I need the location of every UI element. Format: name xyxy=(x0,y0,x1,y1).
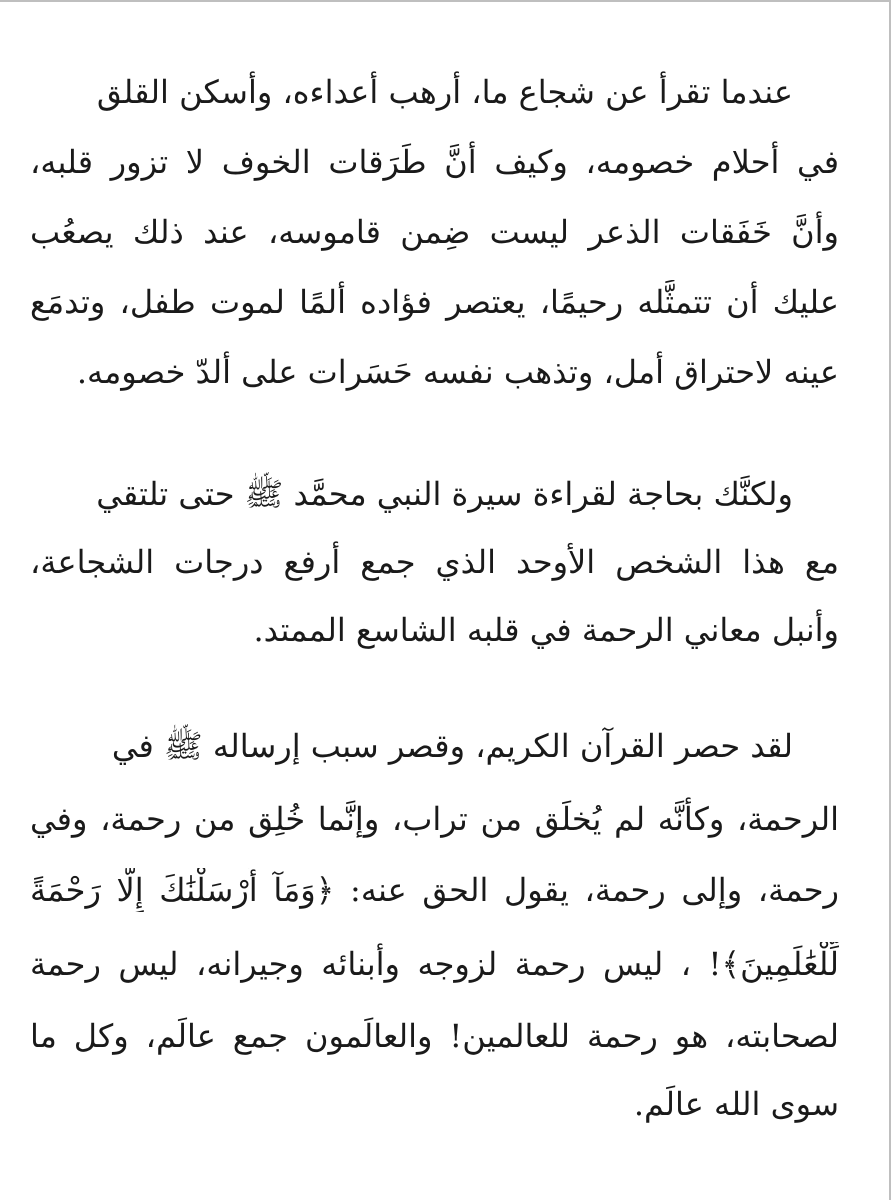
paragraph-3-line-2: الرحمة، وكأنَّه لم يُخلَق من تراب، وإنَّما خُلِق من رحمة، وفي xyxy=(30,800,839,838)
paragraph-2-line-1: ولكنَّك بحاجة لقراءة سيرة النبي محمَّد ﷺ حتى تلتقي xyxy=(96,475,793,513)
paragraph-3-line-5: لصحابته، هو رحمة للعالمين! والعالَمون جمع عالَم، وكل ما xyxy=(30,1017,839,1055)
paragraph-1-line-2: في أحلام خصومه، وكيف أنَّ طَرَقات الخوف لا تزور قلبه، xyxy=(30,143,839,181)
paragraph-3-line-3: رحمة، وإلى رحمة، يقول الحق عنه: ﴿وَمَآ أَرْسَلْنَٰكَ إِلَّا رَحْمَةً xyxy=(30,871,839,909)
page-text xyxy=(0,2,891,1202)
paragraph-2-line-3: وأنبل معاني الرحمة في قلبه الشاسع الممتد. xyxy=(253,611,839,649)
paragraph-2-line-2: مع هذا الشخص الأوحد الذي جمع أرفع درجات الشجاعة، xyxy=(30,543,839,581)
paragraph-1-line-4: عليك أن تتمثَّله رحيمًا، يعتصر فؤاده ألمًا لموت طفل، وتدمَع xyxy=(30,283,839,321)
paragraph-1-line-5: عينه لاحتراق أمل، وتذهب نفسه حَسَرات على ألدّ خصومه. xyxy=(76,353,839,391)
paragraph-3-line-6: سوى الله عالَم. xyxy=(633,1085,839,1123)
paragraph-1-line-3: وأنَّ خَفَقات الذعر ليست ضِمن قاموسه، عند ذلك يصعُب xyxy=(30,213,839,251)
paragraph-1-line-1: عندما تقرأ عن شجاع ما، أرهب أعداءه، وأسكن القلق xyxy=(96,73,793,111)
paragraph-3-line-4: لِّلْعَٰلَمِينَ﴾! ، ليس رحمة لزوجه وأبنائه وجيرانه، ليس رحمة xyxy=(30,945,839,983)
paragraph-3-line-1: لقد حصر القرآن الكريم، وقصر سبب إرساله ﷺ في xyxy=(111,727,793,765)
